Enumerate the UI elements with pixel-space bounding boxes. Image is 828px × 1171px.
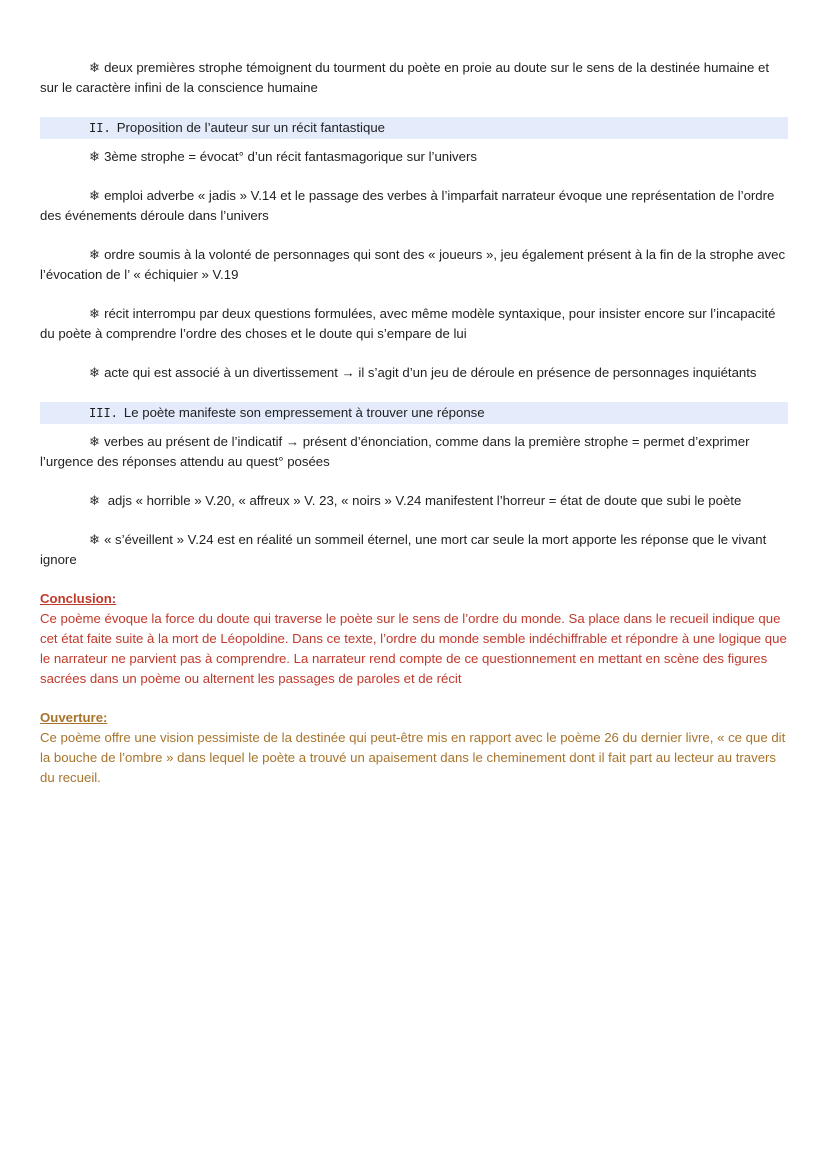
item-text: acte qui est associé à un divertissement → il s’agit d’un jeu de déroule en présence de personnages inquiétants bbox=[104, 365, 757, 380]
item-text: ordre soumis à la volonté de personnages qui sont des « joueurs », jeu également présent à la fin de la strophe avec l’évocation de l’ « échiquier » V.19 bbox=[40, 247, 786, 282]
snowflake-bullet-icon: ❄ bbox=[89, 60, 101, 75]
section2-item-1 bbox=[40, 147, 788, 167]
ouverture-heading: Ouverture: bbox=[40, 710, 108, 725]
item-text: récit interrompu par deux questions formulées, avec même modèle syntaxique, pour insister encore sur l’incapacité du poète à comprendre l’ordre des choses et le doute qui s’empare de lui bbox=[40, 306, 776, 341]
snowflake-bullet-icon: ❄ bbox=[89, 365, 101, 380]
snowflake-bullet-icon: ❄ bbox=[89, 306, 101, 321]
section-title: Le poète manifeste son empressement à trouver une réponse bbox=[123, 405, 485, 420]
section2-item-4 bbox=[40, 304, 788, 344]
snowflake-bullet-icon: ❄ bbox=[89, 532, 101, 547]
intro-paragraph bbox=[40, 58, 788, 98]
conclusion-heading: Conclusion: bbox=[40, 591, 117, 606]
conclusion-text: Ce poème évoque la force du doute qui traverse le poète sur le sens de l’ordre du monde. Sa place dans le recueil indique que cet état faite suite à la mort de Léopoldine. Dans ce texte, l’ordre du monde semble indéchiffrable et répondre à une logique que le narrateur ne parvient pas à comprendre. La narrateur rend compte de ce questionnement en mettant en scène des figures sacrées dans un poème ou alternent les passages de paroles et de récit bbox=[40, 611, 787, 686]
section3-item-3 bbox=[40, 530, 788, 570]
item-text: verbes au présent de l’indicatif → présent d’énonciation, comme dans la première strophe = permet d’exprimer l’urgence des réponses attendu au quest° posées bbox=[40, 434, 750, 469]
snowflake-bullet-icon: ❄ bbox=[89, 493, 101, 508]
section2-item-3 bbox=[40, 245, 788, 285]
section-number: II. bbox=[89, 121, 111, 135]
intro-text: deux premières strophe témoignent du tourment du poète en proie au doute sur le sens de la destinée humaine et sur le caractère infini de la conscience humaine bbox=[40, 60, 769, 95]
item-text: emploi adverbe « jadis » V.14 et le passage des verbes à l’imparfait narrateur évoque une représentation de l’ordre des événements déroule dans l’univers bbox=[40, 188, 775, 223]
section-title: Proposition de l’auteur sur un récit fantastique bbox=[116, 120, 385, 135]
section3-item-2 bbox=[40, 491, 788, 511]
item-text: adjs « horrible » V.20, « affreux » V. 23, « noirs » V.24 manifestent l’horreur = état de doute que subi le poète bbox=[104, 493, 742, 508]
snowflake-bullet-icon: ❄ bbox=[89, 247, 101, 262]
document-page bbox=[40, 58, 788, 788]
snowflake-bullet-icon: ❄ bbox=[89, 188, 101, 203]
ouverture-text: Ce poème offre une vision pessimiste de la destinée qui peut-être mis en rapport avec le poème 26 du dernier livre, « ce que dit la bouche de l’ombre » dans lequel le poète a trouvé un apaisement dans le cheminement dont il fait part au lecteur au travers du recueil. bbox=[40, 730, 786, 785]
section-heading-3 bbox=[40, 402, 788, 424]
section2-item-2 bbox=[40, 186, 788, 226]
section2-item-5 bbox=[40, 363, 788, 383]
section-heading-2 bbox=[40, 117, 788, 139]
item-text: « s’éveillent » V.24 est en réalité un sommeil éternel, une mort car seule la mort apporte les réponse que le vivant ignore bbox=[40, 532, 767, 567]
section3-item-1 bbox=[40, 432, 788, 472]
snowflake-bullet-icon: ❄ bbox=[89, 434, 101, 449]
item-text: 3ème strophe = évocat° d’un récit fantasmagorique sur l’univers bbox=[104, 149, 477, 164]
snowflake-bullet-icon: ❄ bbox=[89, 149, 101, 164]
section-number: III. bbox=[89, 406, 118, 420]
